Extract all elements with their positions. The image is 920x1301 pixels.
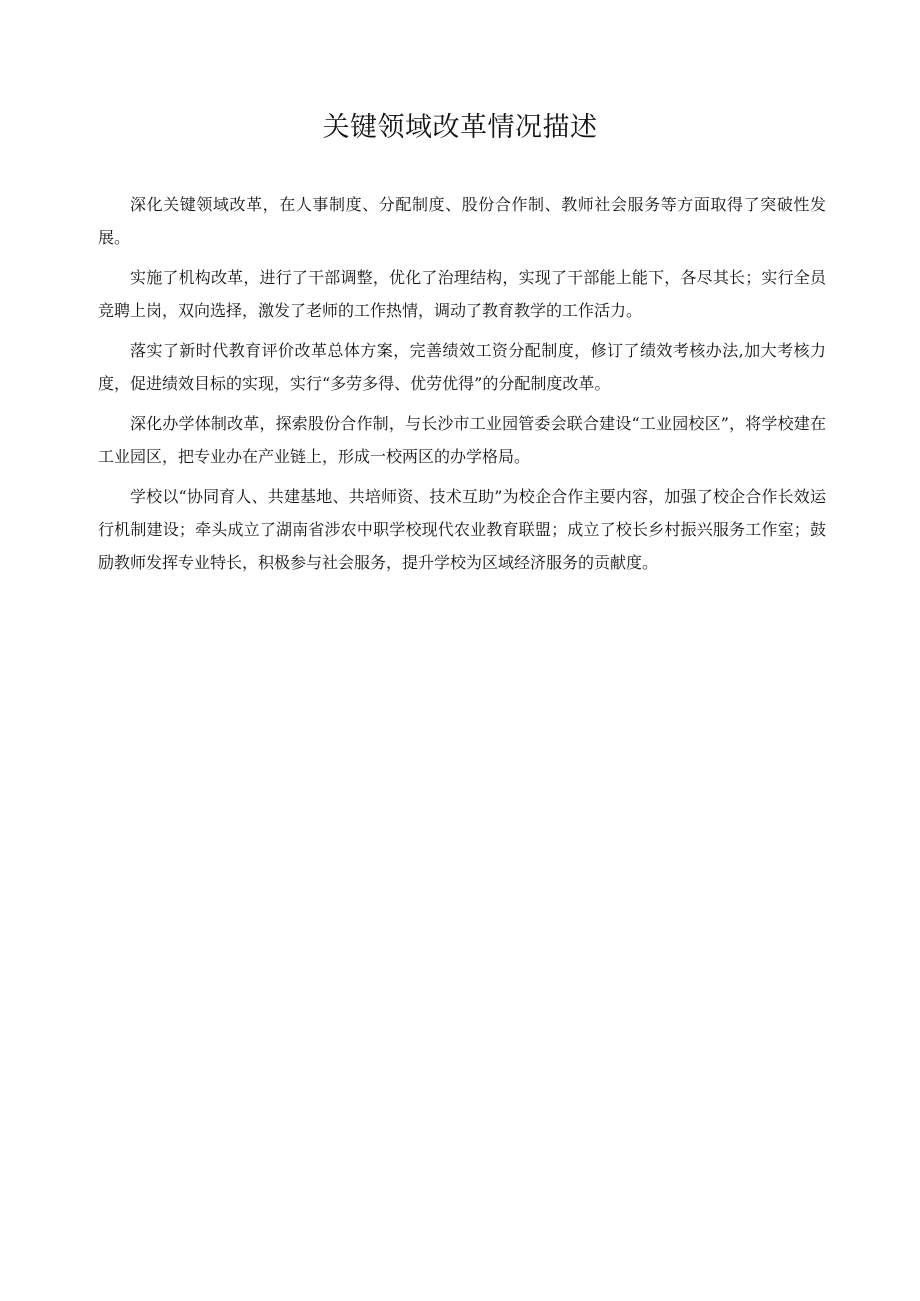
paragraph: 深化关键领域改革，在人事制度、分配制度、股份合作制、教师社会服务等方面取得了突破性发展。 — [98, 195, 826, 247]
document-title: 关键领域改革情况描述 — [322, 112, 598, 143]
paragraph: 深化办学体制改革，探索股份合作制，与长沙市工业园管委会联合建设“工业园校区”，将学校建在工业园区，把专业办在产业链上，形成一校两区的办学格局。 — [98, 414, 826, 466]
document-body — [98, 188, 826, 586]
paragraph: 落实了新时代教育评价改革总体方案，完善绩效工资分配制度，修订了绩效考核办法,加大考核力度，促进绩效目标的实现，实行“多劳多得、优劳优得”的分配制度改革。 — [98, 341, 826, 393]
paragraph: 学校以“协同育人、共建基地、共培师资、技术互助”为校企合作主要内容，加强了校企合作长效运行机制建设；牵头成立了湖南省涉农中职学校现代农业教育联盟；成立了校长乡村振兴服务工作室；鼓励教师发挥专业特长，积极参与社会服务，提升学校为区域经济服务的贡献度。 — [98, 487, 826, 572]
paragraph: 实施了机构改革，进行了干部调整，优化了治理结构，实现了干部能上能下，各尽其长；实行全员竞聘上岗，双向选择，激发了老师的工作热情，调动了教育教学的工作活力。 — [98, 268, 826, 320]
